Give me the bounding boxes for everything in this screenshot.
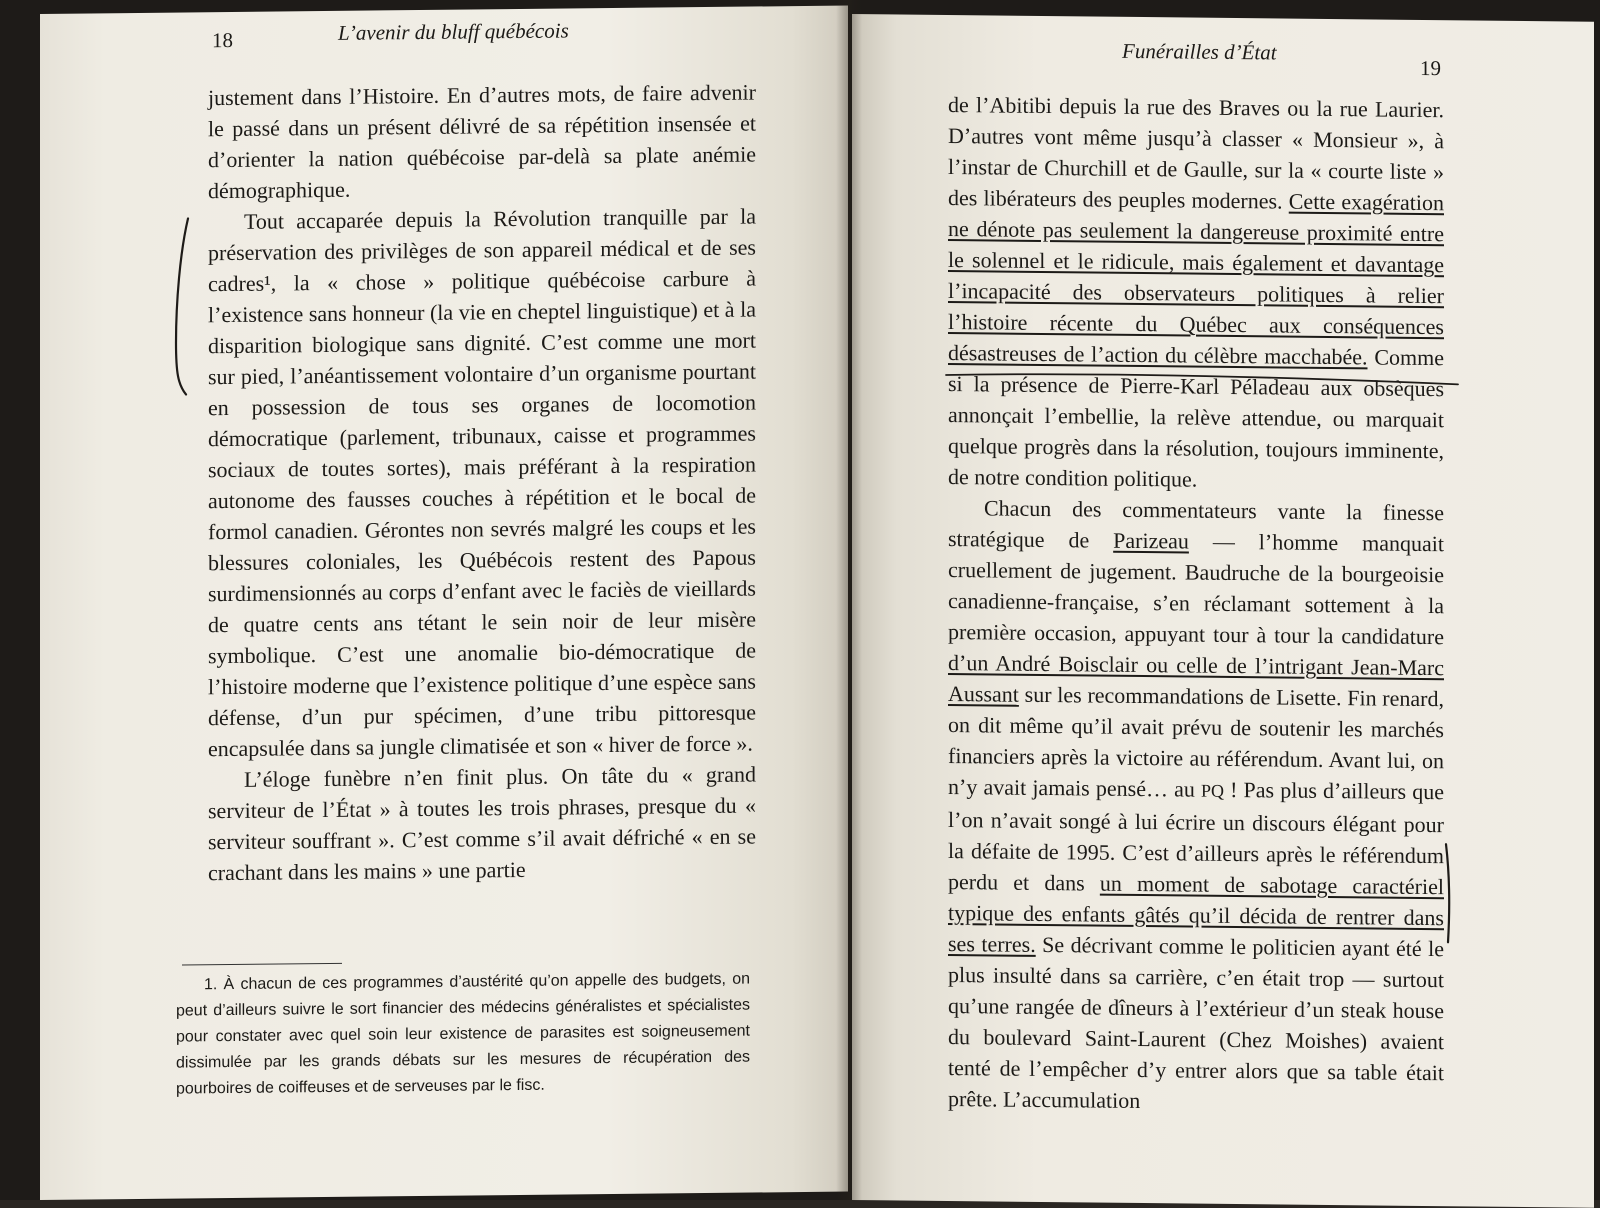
right-p2-text-d: ! Pas plus d’ailleurs que l’on n’avait songé à lui écrire un discours élégant pour la défaite de 1995. C’est d’ailleurs après le référendum perdu et dans	[948, 776, 1444, 896]
margin-bracket-mark	[166, 212, 196, 402]
right-paragraph-2	[948, 492, 1444, 1119]
left-paragraph-3: L’éloge funèbre n’en finit plus. On tâte du « grand serviteur de l’État » à toutes les trois phrases, presque du « serviteur souffrant ». C’est comme s’il avait défriché « en se crachant dans les mains » une partie	[208, 761, 756, 886]
left-page-number: 18	[212, 27, 233, 53]
left-body-text	[208, 77, 756, 889]
footnote-text: 1. À chacun de ces programmes d’austérité qu’on appelle des budgets, on peut d’ailleurs suivre le sort financier des médecins généralistes et spécialistes pour constater avec quel soin leur existence de parasites est soigneusement dissimulée par les grands débats sur les mesures de récupération des pourboires de coiffeuses et de serveuses par le fisc.	[176, 970, 750, 1098]
underlined-passage-2: d’un André Boisclair ou celle de l’intrigant Jean-Marc Aussant	[948, 650, 1444, 707]
left-footnote	[176, 967, 750, 1103]
left-page	[40, 6, 848, 1200]
footnote-rule	[182, 963, 342, 966]
right-page-number: 19	[1420, 55, 1441, 81]
right-p1-text-a: de l’Abitibi depuis la rue des Braves ou la rue Laurier. D’autres vont même jusqu’à classer « Monsieur », à l’instar de Churchill et de Gaulle, sur la « courte liste » des libérateurs des peuples modernes.	[948, 92, 1444, 214]
right-running-head: Funérailles d’État	[1122, 38, 1277, 65]
right-p2-text-e: Se décrivant comme le politicien ayant été le plus insulté dans sa carrière, c’en était trop — surtout qu’une rangée de dîneurs à l’extérieur d’un steak house du boulevard Saint-Laurent (Chez Moishes) avaient tenté de l’empêcher d’y entrer alors que sa table était prête. L’accumulation	[948, 931, 1444, 1114]
right-p2-text-a: Chacun des commentateurs vante la finesse stratégique de	[948, 495, 1444, 553]
underlined-passage-1: Cette exagération ne dénote pas seulement la dangereuse proximité entre le solennel et le ridicule, mais également et davantage l’incapacité des observateurs politiques à relier l’histoire récente du Québec aux conséquences désastreuses de l’action du célèbre macchabée.	[948, 188, 1444, 370]
underlined-passage-3: un moment de sabotage caractériel typique des enfants gâtés qu’il décida de rentrer dans ses terres.	[948, 870, 1444, 957]
right-p1-text-b: Comme si la présence de Pierre-Karl Péladeau aux obsèques annonçait l’embellie, la relève attendue, ou marquait quelque progrès dans la résolution, toujours imminente, de notre condition politique.	[948, 344, 1444, 492]
left-paragraph-2: Tout accaparée depuis la Révolution tranquille par la préservation des privilèges de son appareil médical et de ses cadres¹, la « chose » politique québécoise carbure à l’existence sans honneur (la vie en cheptel linguistique) et à la disparition biologique sans dignité. C’est comme une mort sur pied, l’anéantissement volontaire d’un organisme pourtant en possession de tous ses organes de locomotion démocratique (parlement, tribunaux, caisse et programmes sociaux de toutes sortes), mais préférant à la respiration autonome des fausses couches à répétition et le bocal de formol canadien. Gérontes non sevrés malgré les coups et les blessures coloniales, les Québécois restent des Papous surdimensionnés au corps d’enfant avec le faciès de vieillards de quatre cents ans tétant le sein noir de leur misère symbolique. C’est une anomalie bio-démocratique de l’histoire moderne que l’existence politique d’une espèce sans défense, d’un pur spécimen, d’une tribu pittoresque encapsulée dans sa jungle climatisée et son « hiver de force ».	[208, 203, 756, 762]
left-running-head: L’avenir du bluff québécois	[338, 18, 569, 45]
underlined-parizeau: Parizeau	[1113, 527, 1189, 554]
right-body-text	[948, 89, 1444, 1119]
right-page	[852, 14, 1594, 1208]
left-paragraph-1: justement dans l’Histoire. En d’autres mots, de faire advenir le passé dans un présent délivré de sa répétition insensée et d’orienter la nation québécoise par-delà sa plate anémie démographique.	[208, 79, 756, 204]
book-gutter	[836, 0, 862, 1200]
right-margin-bracket-mark	[1438, 838, 1462, 948]
pq-smallcaps: PQ	[1200, 780, 1224, 801]
right-paragraph-1	[948, 89, 1444, 497]
right-p2-text-b: — l’homme manquait cruellement de jugement. Baudruche de la bourgeoisie canadienne-française, s’en réclamant sottement à la première occasion, appuyant tour à tour la candidature	[948, 528, 1444, 650]
right-p2-text-c: sur les recommandations de Lisette. Fin renard, on dit même qu’il avait prévu de soutenir les marchés financiers après la victoire au référendum. Avant lui, on n’y avait jamais pensé… au	[948, 681, 1444, 802]
